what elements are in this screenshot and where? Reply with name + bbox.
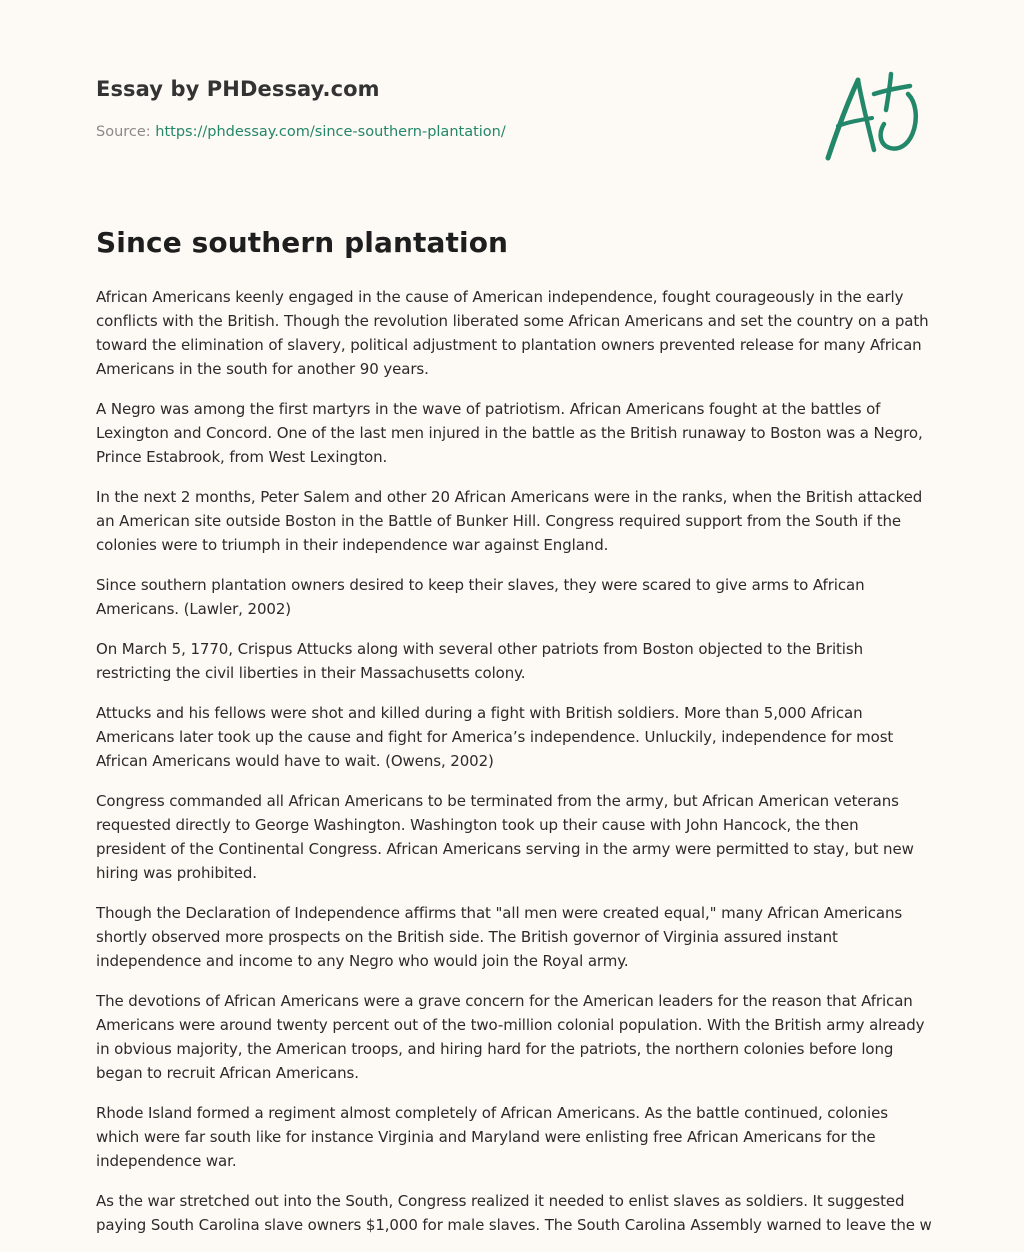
essay-title: Since southern plantation bbox=[96, 226, 509, 259]
paragraph-4: Since southern plantation owners desired to keep their slaves, they were scared to give arms to African Americans. (Lawler, 2002) bbox=[96, 576, 865, 618]
source-link[interactable]: https://phdessay.com/since-southern-plantation/ bbox=[155, 124, 506, 140]
paragraph-8: Though the Declaration of Independence affirms that "all men were created equal," many African Americans shortly observed more prospects on the British side. The British governor of Virginia assured instant independence and income to any Negro who would join the Royal army. bbox=[96, 904, 903, 970]
paragraph-5: On March 5, 1770, Crispus Attucks along with several other patriots from Boston objected to the British restricting the civil liberties in their Massachusetts colony. bbox=[96, 640, 863, 682]
paragraph-11-line-1: As the war stretched out into the South, Congress realized it needed to enlist slaves as soldiers. It suggested bbox=[96, 1192, 905, 1210]
a-plus-logo-icon bbox=[824, 68, 924, 164]
paragraph-11-line-2: paying South Carolina slave owners $1,000 for male slaves. The South Carolina Assembly warned to leave the w bbox=[96, 1216, 932, 1234]
paragraph-7: Congress commanded all African Americans to be terminated from the army, but African American veterans requested directly to George Washington. Washington took up their cause with John Hancock, the then president of the Continental Congress. African Americans serving in the army were permitted to stay, but new hiring was prohibited. bbox=[96, 792, 914, 882]
source-line bbox=[96, 124, 506, 140]
paragraph-2: A Negro was among the first martyrs in the wave of patriotism. African Americans fought at the battles of Lexington and Concord. One of the last men injured in the battle as the British runaway to Boston was a Negro, Prince Estabrook, from West Lexington. bbox=[96, 400, 923, 466]
paragraph-10: Rhode Island formed a regiment almost completely of African Americans. As the battle continued, colonies which were far south like for instance Virginia and Maryland were enlisting free African Americans for the independence war. bbox=[96, 1104, 888, 1170]
essay-body bbox=[96, 285, 932, 1252]
paragraph-6: Attucks and his fellows were shot and killed during a fight with British soldiers. More than 5,000 African Americans later took up the cause and fight for America’s independence. Unluckily, independence for most African Americans would have to wait. (Owens, 2002) bbox=[96, 704, 894, 770]
brand-title: Essay by PHDessay.com bbox=[96, 77, 380, 101]
paragraph-11 bbox=[96, 1189, 932, 1237]
paragraph-1: African Americans keenly engaged in the cause of American independence, fought courageously in the early conflicts with the British. Though the revolution liberated some African Americans and set the country on a path toward the elimination of slavery, political adjustment to plantation owners prevented release for many African Americans in the south for another 90 years. bbox=[96, 288, 929, 378]
essay-page bbox=[96, 0, 932, 1252]
source-label: Source: bbox=[96, 124, 151, 140]
paragraph-3: In the next 2 months, Peter Salem and other 20 African Americans were in the ranks, when the British attacked an American site outside Boston in the Battle of Bunker Hill. Congress required support from the South if the colonies were to triumph in their independence war against England. bbox=[96, 488, 923, 554]
paragraph-9: The devotions of African Americans were a grave concern for the American leaders for the reason that African Americans were around twenty percent out of the two-million colonial population. With the British army already in obvious majority, the American troops, and hiring hard for the patriots, the northern colonies before long began to recruit African Americans. bbox=[96, 992, 925, 1082]
